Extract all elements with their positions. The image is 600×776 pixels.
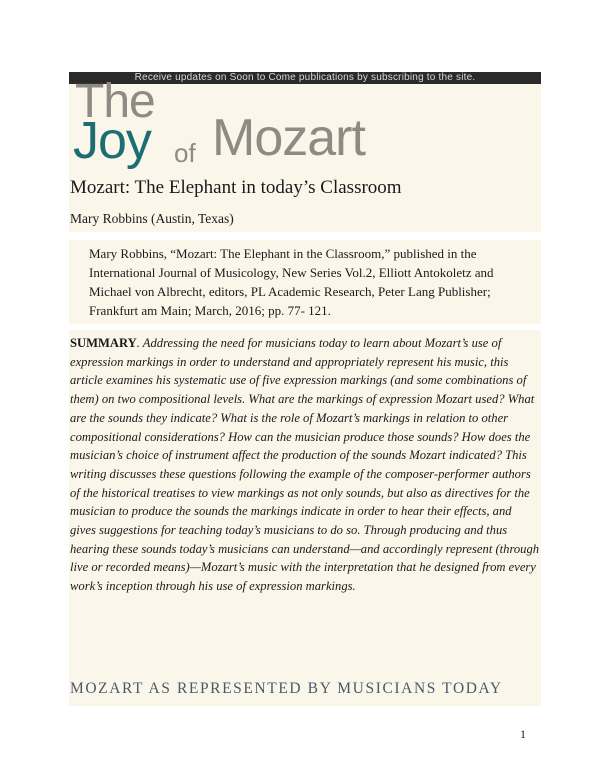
article-citation: Mary Robbins, “Mozart: The Elephant in the Classroom,” published in the International Journal of Musicology, New Series Vol.2, Elliott Antokoletz and Michael von Albrecht, editors, PL Academic Research, Peter Lang Publisher; Frankfurt am Main; March, 2016; pp. 77- 121. <box>89 246 494 318</box>
logo-of: of <box>174 138 196 168</box>
summary-text: . Addressing the need for musicians today to learn about Mozart’s use of expression markings in order to understand and appropriately represent his music, this article examines his systematic use of five expression markings (and some combinations of them) on two compositional levels. What are the markings of expression Mozart used? What are the sounds they indicate? What is the role of Mozart’s markings in relation to other compositional considerations? How can the musician produce those sounds? How does the musician’s choice of instrument affect the production of the sounds Mozart indicated? This writing discusses these questions following the example of the composer-performer authors of the historical treatises to view markings as not only sounds, but also as directives for the musician to produce the sounds the markings indicate in order to hear their effects, and gives suggestions for teaching today’s musicians to do so. Through producing and thus hearing these sounds today’s musicians can understand—and accordingly represent (through live or recorded means)—Mozart’s music with the interpretation that he designed from every work’s inception through his use of expression markings. <box>70 336 540 594</box>
page-number: 1 <box>520 727 526 741</box>
summary-label: SUMMARY <box>70 336 137 350</box>
subscribe-banner[interactable]: Receive updates on Soon to Come publications by subscribing to the site. <box>69 72 541 84</box>
section-heading: MOZART AS REPRESENTED BY MUSICIANS TODAY <box>70 680 503 697</box>
article-title: Mozart: The Elephant in today’s Classroom <box>70 177 402 198</box>
logo-the: The <box>75 75 155 128</box>
summary-paragraph <box>70 334 540 596</box>
logo-joy: Joy <box>73 112 151 170</box>
logo-mozart: Mozart <box>212 109 365 167</box>
article-author: Mary Robbins (Austin, Texas) <box>70 211 234 226</box>
